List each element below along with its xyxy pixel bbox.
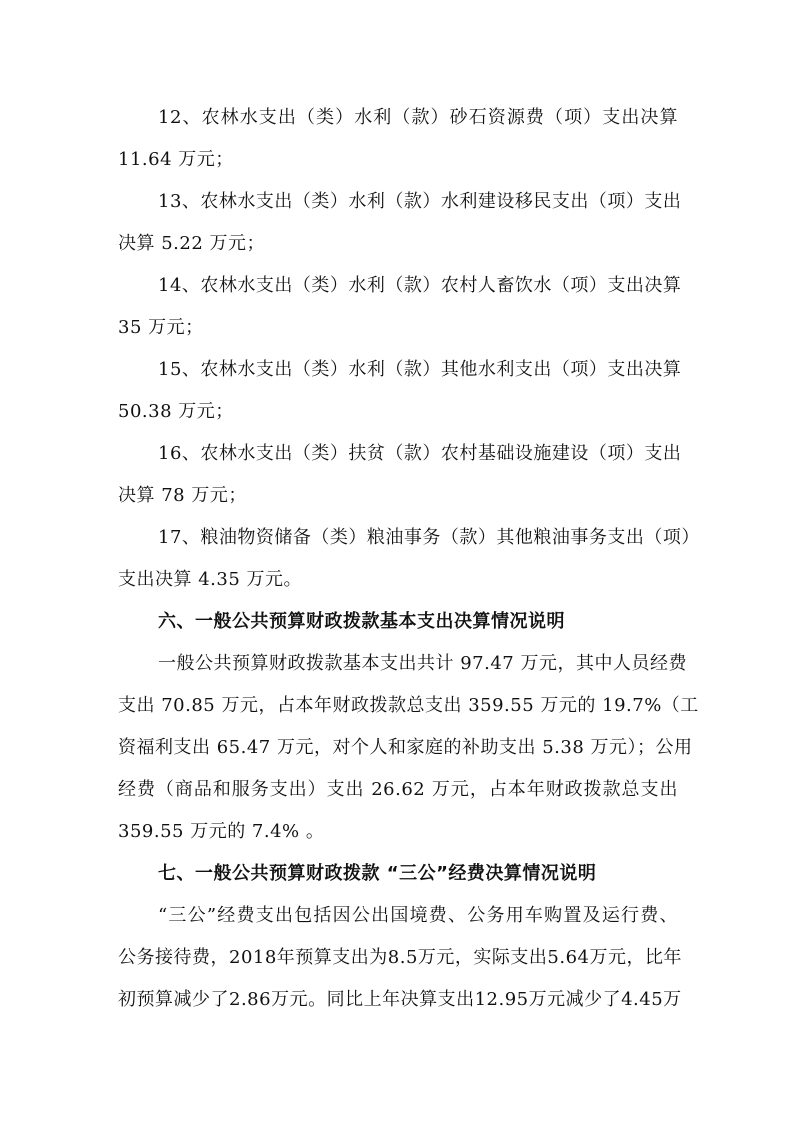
item-17-line-2: 支出决算 4.35 万元。 — [118, 569, 303, 590]
item-14-line-2: 35 万元； — [118, 317, 204, 338]
section-6-line-4: 经费（商品和服务支出）支出 26.62 万元，占本年财政拨款总支出 — [118, 779, 678, 800]
section-6-line-1: 一般公共预算财政拨款基本支出共计 97.47 万元，其中人员经费 — [158, 653, 687, 674]
item-16-line-2: 决算 78 万元； — [118, 485, 247, 506]
item-13-line-2: 决算 5.22 万元； — [118, 233, 266, 254]
section-6-heading: 六、一般公共预算财政拨款基本支出决算情况说明 — [158, 611, 565, 632]
item-16-line-1: 16、农林水支出（类）扶贫（款）农村基础设施建设（项）支出 — [158, 443, 682, 464]
item-12-line-1: 12、农林水支出（类）水利（款）砂石资源费（项）支出决算 — [158, 107, 678, 128]
section-6-line-2: 支出 70.85 万元，占本年财政拨款总支出 359.55 万元的 19.7%（工 — [118, 695, 699, 716]
item-17-line-1: 17、粮油物资储备（类）粮油事务（款）其他粮油事务支出（项） — [158, 527, 700, 548]
item-12-line-2: 11.64 万元； — [118, 149, 234, 170]
section-6-line-5: 359.55 万元的 7.4% 。 — [118, 821, 325, 842]
section-7-line-2: 公务接待费，2018年预算支出为8.5万元，实际支出5.64万元，比年 — [118, 947, 683, 968]
item-14-line-1: 14、农林水支出（类）水利（款）农村人畜饮水（项）支出决算 — [158, 275, 682, 296]
section-7-line-1: “三公”经费支出包括因公出国境费、公务用车购置及运行费、 — [158, 905, 678, 926]
section-7-heading: 七、一般公共预算财政拨款 “三公”经费决算情况说明 — [158, 863, 597, 884]
item-13-line-1: 13、农林水支出（类）水利（款）水利建设移民支出（项）支出 — [158, 191, 682, 212]
item-15-line-2: 50.38 万元； — [118, 401, 234, 422]
section-6-line-3: 资福利支出 65.47 万元，对个人和家庭的补助支出 5.38 万元）；公用 — [118, 737, 693, 758]
section-7-line-3: 初预算减少了2.86万元。同比上年决算支出12.95万元减少了4.45万 — [118, 989, 682, 1010]
item-15-line-1: 15、农林水支出（类）水利（款）其他水利支出（项）支出决算 — [158, 359, 682, 380]
